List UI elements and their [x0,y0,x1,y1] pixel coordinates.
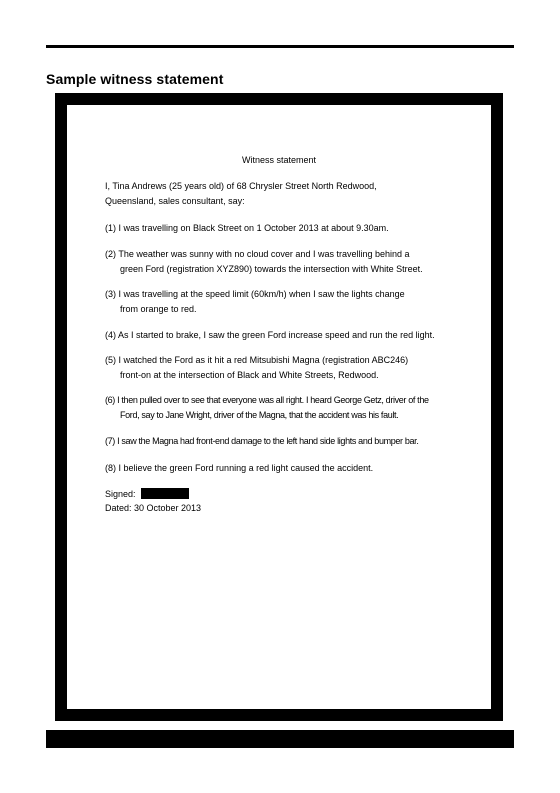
paragraph-line: Ford, say to Jane Wright, driver of the Magna, that the accident was his fault. [120,410,399,420]
paragraph-line: (6) I then pulled over to see that everyone was all right. I heard George Getz, driver of the [105,395,429,405]
top-rule [46,45,514,48]
paragraph-line: (1) I was travelling on Black Street on 1 October 2013 at about 9.30am. [105,223,389,233]
paragraph-line: (3) I was travelling at the speed limit (60km/h) when I saw the lights change [105,289,405,299]
redacted-signature [141,488,189,499]
statement-title: Witness statement [241,155,317,165]
statement-paragraph-7 [105,434,465,449]
signed-label: Signed: [105,489,136,499]
paragraph-line: front-on at the intersection of Black and White Streets, Redwood. [120,370,379,380]
dated-line: Dated: 30 October 2013 [105,503,202,513]
signature-row [105,488,189,501]
statement-paragraph-6 [105,393,465,423]
paragraph-line: green Ford (registration XYZ890) towards the intersection with White Street. [120,264,423,274]
page-heading: Sample witness statement [46,71,224,87]
statement-paragraph-8 [105,461,465,476]
paragraph-line: from orange to red. [120,304,197,314]
paragraph-line: (8) I believe the green Ford running a red light caused the accident. [105,463,374,473]
statement-paragraph-4 [105,328,465,343]
bottom-bar [46,730,514,748]
statement-intro [105,179,435,209]
paragraph-line: (4) As I started to brake, I saw the green Ford increase speed and run the red light. [105,330,435,340]
paragraph-line: (5) I watched the Ford as it hit a red Mitsubishi Magna (registration ABC246) [105,355,409,365]
statement-paragraph-5 [105,353,465,383]
paragraph-line: (7) I saw the Magna had front-end damage to the left hand side lights and bumper bar. [105,436,419,446]
statement-paragraph-2 [105,247,465,277]
statement-sheet [67,105,491,709]
statement-paragraph-3 [105,287,465,317]
paragraph-line: (2) The weather was sunny with no cloud cover and I was travelling behind a [105,249,410,259]
intro-line: Queensland, sales consultant, say: [105,196,245,206]
intro-line: I, Tina Andrews (25 years old) of 68 Chrysler Street North Redwood, [105,181,377,191]
statement-frame [55,93,503,721]
statement-paragraph-1 [105,221,465,236]
